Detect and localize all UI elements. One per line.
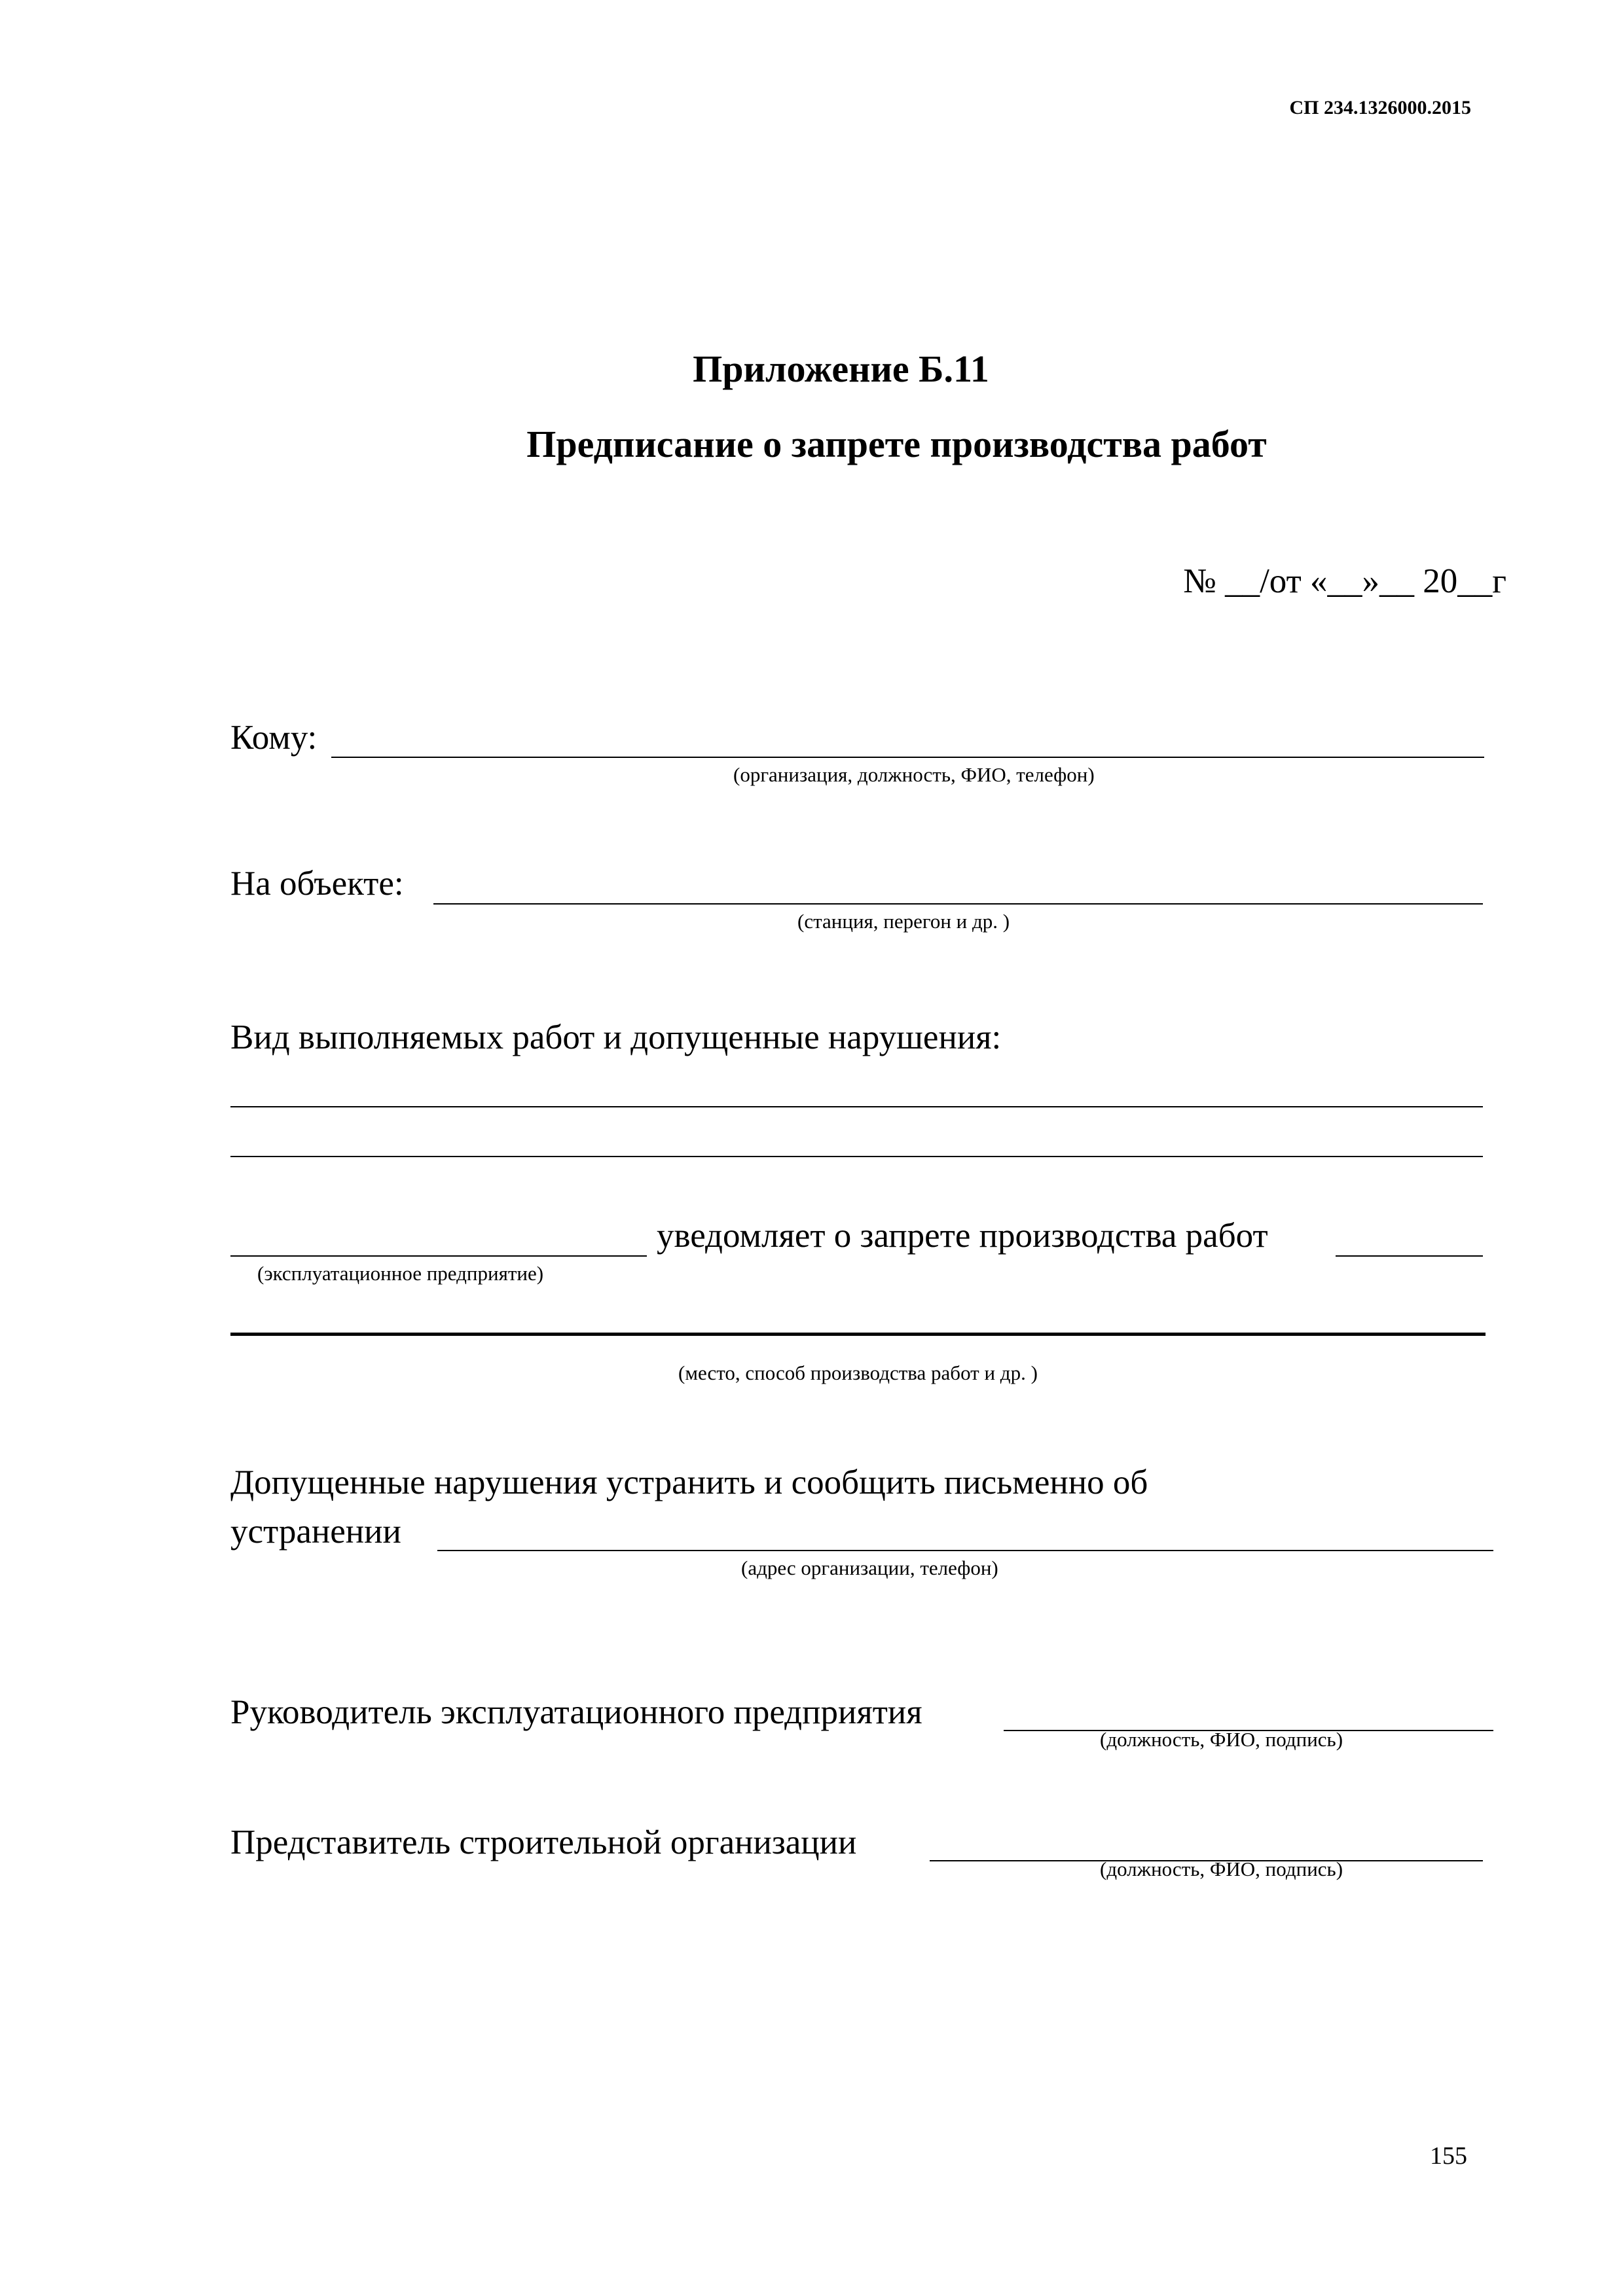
- to-field[interactable]: [331, 757, 1484, 758]
- to-label: Кому:: [230, 719, 318, 757]
- object-field[interactable]: [433, 903, 1483, 905]
- fix-address-hint: (адрес организации, телефон): [741, 1556, 998, 1579]
- enterprise-field[interactable]: [230, 1255, 647, 1257]
- representative-label: Представитель строительной организации: [230, 1823, 857, 1861]
- object-hint: (станция, перегон и др. ): [797, 910, 1010, 933]
- fix-text-line-1: Допущенные нарушения устранить и сообщить письменно об: [230, 1463, 1148, 1501]
- document-code: СП 234.1326000.2015: [1289, 97, 1471, 118]
- fix-text-line-2: устранении: [230, 1513, 401, 1551]
- head-hint: (должность, ФИО, подпись): [1100, 1728, 1343, 1751]
- to-hint: (организация, должность, ФИО, телефон): [733, 763, 1095, 786]
- place-hint: (место, способ производства работ и др. ): [678, 1361, 1038, 1384]
- place-field[interactable]: [230, 1333, 1486, 1336]
- object-label: На объекте:: [230, 865, 404, 903]
- appendix-title: Приложение Б.11: [693, 348, 989, 390]
- enterprise-hint: (эксплуатационное предприятие): [257, 1262, 544, 1285]
- head-label: Руководитель эксплуатационного предприятия: [230, 1693, 922, 1731]
- notify-text: уведомляет о запрете производства работ: [657, 1217, 1268, 1255]
- work-type-field-line-2[interactable]: [230, 1156, 1483, 1157]
- work-type-label: Вид выполняемых работ и допущенные нарушения:: [230, 1018, 1002, 1056]
- page-number: 155: [1430, 2142, 1467, 2170]
- representative-hint: (должность, ФИО, подпись): [1100, 1857, 1343, 1880]
- fix-address-field[interactable]: [437, 1550, 1493, 1551]
- notify-tail-field[interactable]: [1336, 1255, 1483, 1257]
- number-date-line: № __/от «__»__ 20__г: [1183, 562, 1506, 600]
- work-type-field-line-1[interactable]: [230, 1106, 1483, 1107]
- document-title: Предписание о запрете производства работ: [526, 423, 1267, 465]
